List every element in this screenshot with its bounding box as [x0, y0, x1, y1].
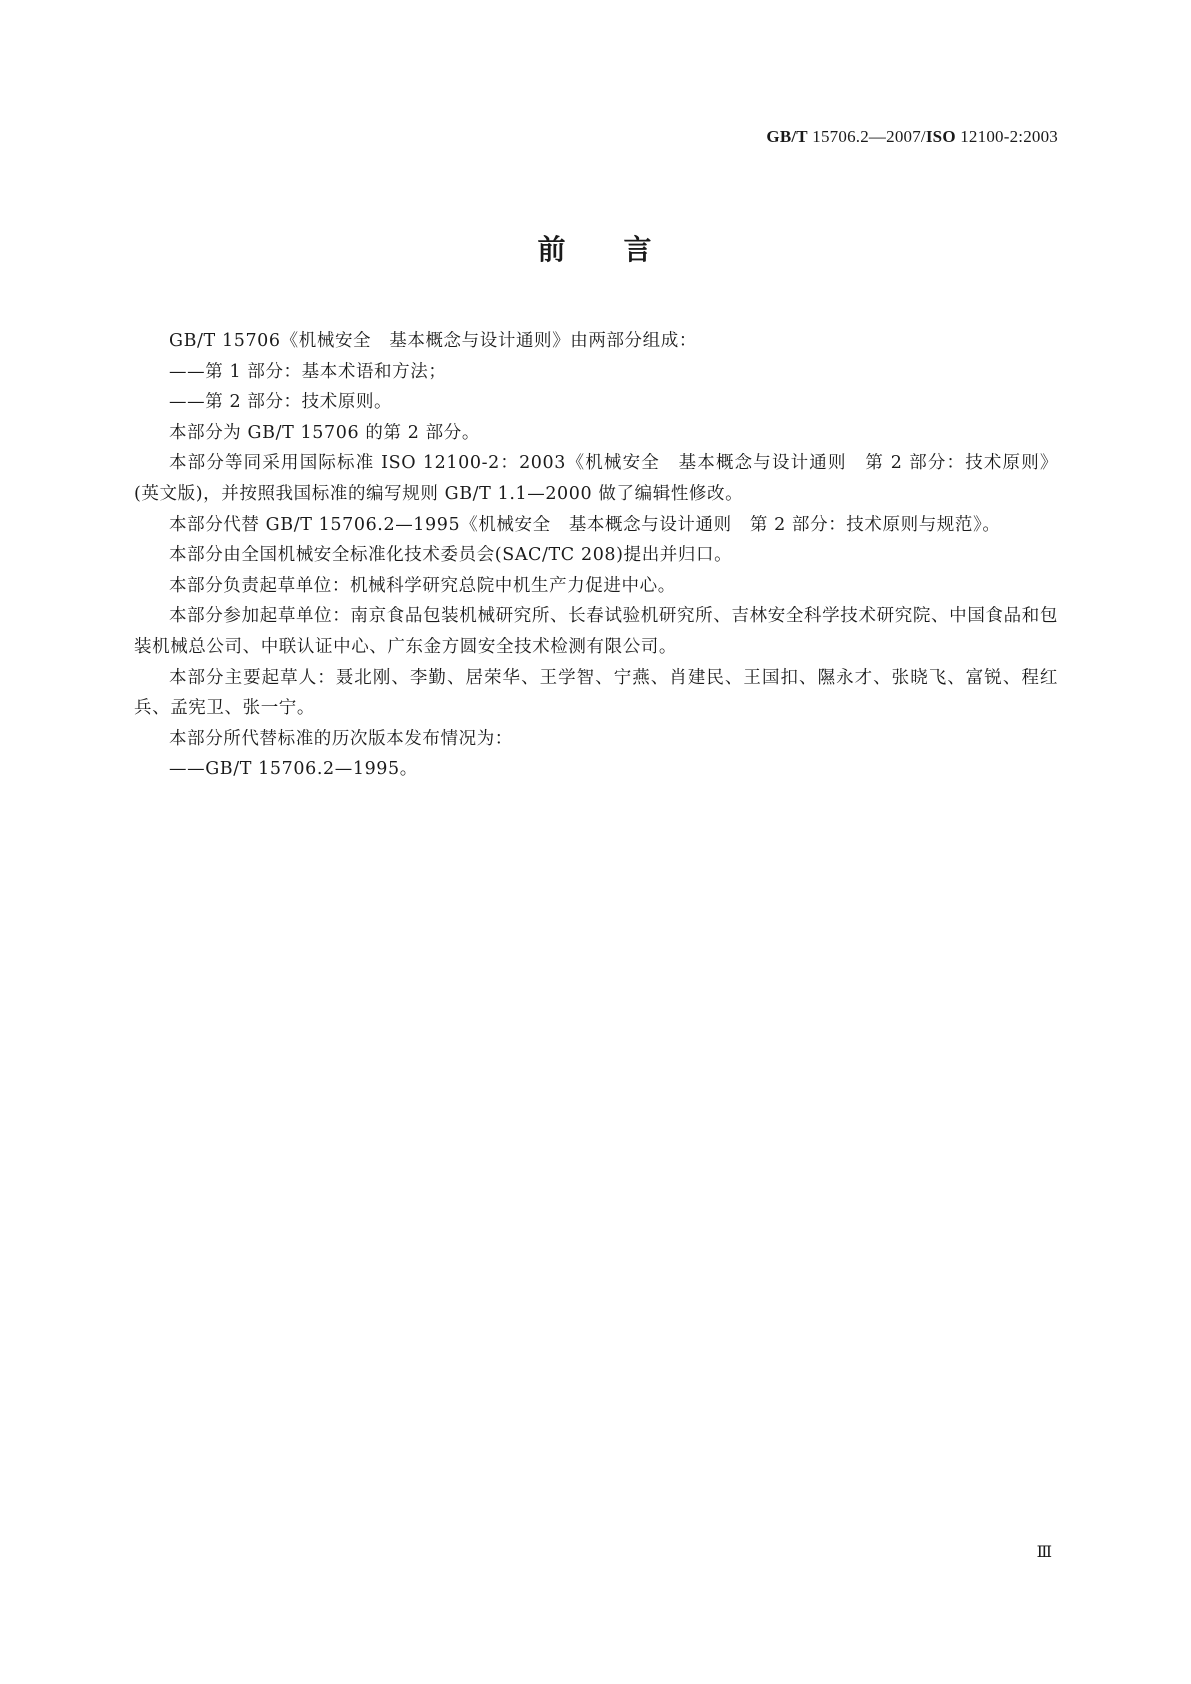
paragraph-proposed-by: 本部分由全国机械安全标准化技术委员会(SAC/TC 208)提出并归口。	[169, 545, 733, 566]
list-item-part-1: ——第 1 部分：基本术语和方法；	[169, 361, 447, 382]
paragraph-participating-units: 本部分参加起草单位：南京食品包装机械研究所、长春试验机研究所、吉林安全科学技术研究院、中国食品和包装机械总公司、中联认证中心、广东金方圆安全技术检测有限公司。	[134, 606, 1058, 657]
paragraph-replaces: 本部分代替 GB/T 15706.2—1995《机械安全 基本概念与设计通则 第 2 部分：技术原则与规范》。	[169, 514, 1001, 535]
paragraph-history-intro: 本部分所代替标准的历次版本发布情况为：	[169, 728, 513, 749]
page-number: Ⅲ	[1036, 1544, 1051, 1561]
page-title	[0, 228, 1191, 268]
title-char-2: 言	[623, 233, 654, 266]
iso-code-prefix: ISO	[925, 127, 956, 146]
standard-code-number: 15706.2—2007/	[807, 127, 926, 146]
standard-code-prefix: GB/T	[766, 127, 808, 146]
standard-code-header	[766, 127, 1058, 147]
paragraph-intro: GB/T 15706《机械安全 基本概念与设计通则》由两部分组成：	[169, 331, 697, 351]
list-item-history-1995: ——GB/T 15706.2—1995。	[169, 759, 418, 780]
paragraph-adoption: 本部分等同采用国际标准 ISO 12100-2：2003《机械安全 基本概念与设计通则 第 2 部分：技术原则》(英文版)，并按照我国标准的编写规则 GB/T 1.1—2000 做了编辑性修改。	[134, 453, 1058, 504]
paragraph-main-drafters: 本部分主要起草人：聂北刚、李勤、居荣华、王学智、宁燕、肖建民、王国扣、隰永才、张晓飞、富锐、程红兵、孟宪卫、张一宁。	[134, 667, 1058, 719]
paragraph-drafting-unit: 本部分负责起草单位：机械科学研究总院中机生产力促进中心。	[169, 575, 676, 596]
list-item-part-2: ——第 2 部分：技术原则。	[169, 392, 393, 413]
title-char-1: 前	[537, 233, 568, 266]
foreword-body	[134, 326, 1058, 785]
iso-code-number: 12100-2:2003	[955, 127, 1058, 146]
paragraph-part-statement: 本部分为 GB/T 15706 的第 2 部分。	[169, 422, 480, 443]
